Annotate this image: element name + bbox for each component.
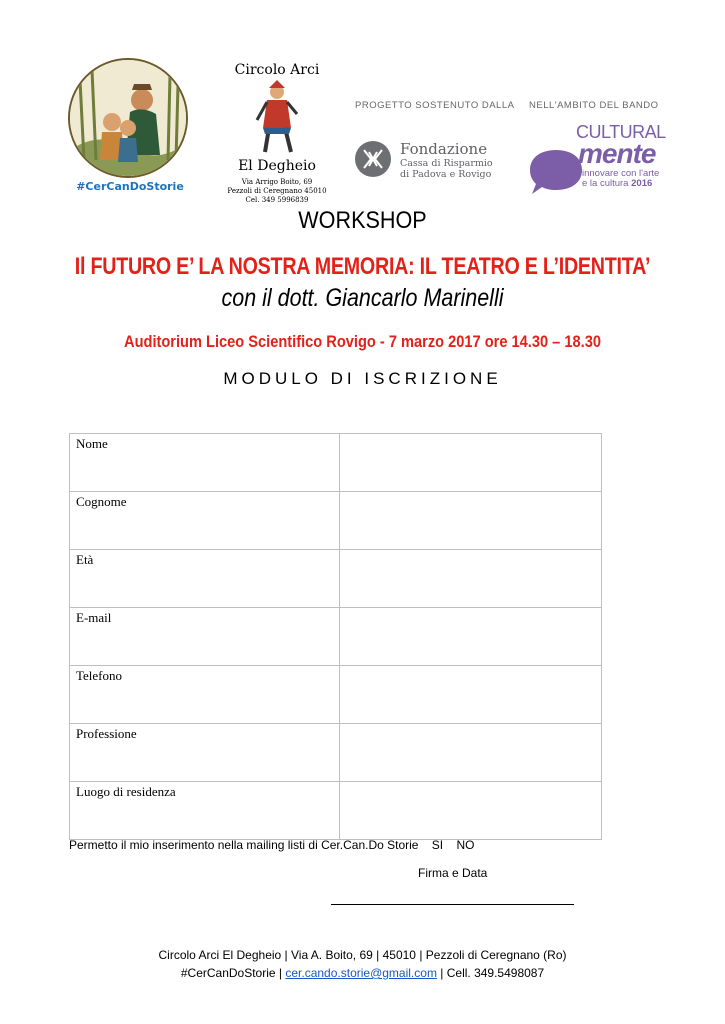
registration-table — [69, 433, 602, 840]
field-input-professione[interactable] — [340, 724, 602, 782]
fondazione-name: Fondazione — [400, 140, 488, 158]
arci-name: El Degheio — [238, 158, 316, 174]
speech-bubble-icon — [528, 146, 584, 196]
mailing-consent: Permetto il mio inserimento nella mailing listi di Cer.Can.Do Storie SI NO — [69, 838, 475, 852]
footer-phone: | Cell. 349.5498087 — [436, 966, 545, 980]
footer-contacts — [0, 966, 725, 980]
speaker-line: con il dott. Giancarlo Marinelli — [221, 284, 504, 312]
table-row — [70, 434, 602, 492]
fondazione-sub: Cassa di Risparmio di Padova e Rovigo — [400, 158, 493, 180]
field-label-eta: Età — [70, 550, 340, 608]
footer-email-link[interactable]: cer.cando.storie@gmail.com — [285, 966, 437, 980]
cercandostorie-logo — [68, 58, 192, 196]
culturalmente-logo — [528, 120, 668, 195]
sostenuto-label: PROGETTO SOSTENUTO DALLA — [355, 100, 515, 111]
cultural-tagline: innovare con l'arte e la cultura 2016 — [582, 168, 660, 189]
table-row — [70, 782, 602, 840]
cultural-text: CULTURAL — [576, 122, 666, 142]
table-row — [70, 492, 602, 550]
field-label-professione: Professione — [70, 724, 340, 782]
mente-text: mente — [578, 138, 656, 169]
field-input-residenza[interactable] — [340, 782, 602, 840]
field-input-email[interactable] — [340, 608, 602, 666]
field-label-email: E-mail — [70, 608, 340, 666]
signature-line[interactable] — [331, 904, 574, 905]
arci-address: Via Arrigo Boito, 69 Pezzoli di Ceregnano 45010 Cel. 349 5996839 — [227, 178, 327, 204]
venue-line: Auditorium Liceo Scientifico Rovigo - 7 marzo 2017 ore 14.30 – 18.30 — [124, 332, 601, 351]
fondazione-emblem-icon — [354, 140, 392, 178]
table-row — [70, 724, 602, 782]
workshop-title: WORKSHOP — [298, 207, 427, 234]
form-heading: MODULO DI ISCRIZIONE — [223, 369, 502, 388]
table-row — [70, 666, 602, 724]
field-input-eta[interactable] — [340, 550, 602, 608]
signature-label: Firma e Data — [418, 866, 488, 880]
workshop-subtitle: Il FUTURO E’ LA NOSTRA MEMORIA: IL TEATRO E L’IDENTITA’ — [74, 253, 651, 280]
field-label-cognome: Cognome — [70, 492, 340, 550]
circle-hashtag: #CerCanDoStorie — [76, 180, 184, 193]
field-input-nome[interactable] — [340, 434, 602, 492]
field-input-cognome[interactable] — [340, 492, 602, 550]
field-label-residenza: Luogo di residenza — [70, 782, 340, 840]
footer-address: Circolo Arci El Degheio | Via A. Boito, 69 | 45010 | Pezzoli di Ceregnano (Ro) — [158, 948, 567, 962]
illustration-image — [68, 58, 188, 178]
fondazione-logo — [354, 140, 494, 180]
arci-title: Circolo Arci — [234, 62, 320, 78]
circolo-arci-logo — [218, 62, 336, 205]
footer-hashtag: #CerCanDoStorie | — [180, 966, 286, 980]
field-label-nome: Nome — [70, 434, 340, 492]
jester-figure-image — [247, 80, 307, 156]
table-row — [70, 550, 602, 608]
bando-label: NELL'AMBITO DEL BANDO — [529, 100, 659, 111]
table-row — [70, 608, 602, 666]
field-input-telefono[interactable] — [340, 666, 602, 724]
field-label-telefono: Telefono — [70, 666, 340, 724]
